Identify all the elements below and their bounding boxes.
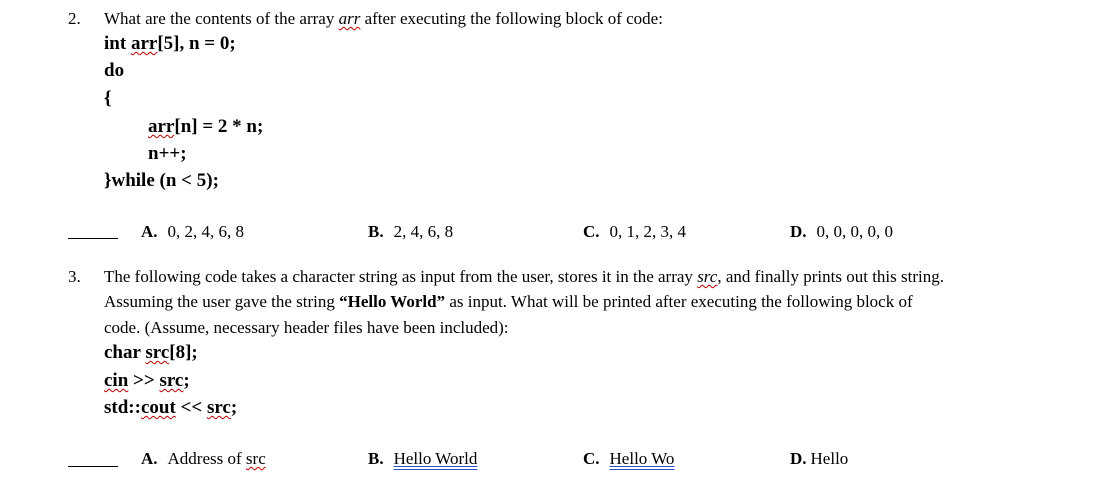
q2-option-a[interactable]	[141, 222, 244, 242]
code-rest: [5], n = 0;	[157, 33, 236, 54]
prompt-text: Assuming the user gave the string	[104, 292, 340, 311]
q3-code-line-3	[104, 398, 237, 418]
option-text-pre: Address of	[167, 449, 246, 468]
code-var: arr	[148, 116, 175, 137]
code-rest: ;	[183, 370, 190, 391]
answer-blank-q2[interactable]	[68, 238, 118, 239]
q3-option-d[interactable]	[790, 449, 848, 469]
question-2-number: 2.	[68, 9, 81, 28]
prompt-var: arr	[338, 9, 361, 28]
prompt-text: What are the contents of the array	[104, 9, 339, 28]
prompt-text: The following code takes a character string as input from the user, stores it in the array	[104, 267, 698, 286]
code-var: arr	[130, 33, 158, 54]
option-text: Hello Wo	[609, 449, 675, 468]
answer-blank-q3[interactable]	[68, 466, 118, 467]
code-var: src	[206, 397, 231, 418]
code-line-6: }while (n < 5);	[104, 170, 219, 191]
option-text	[168, 449, 266, 468]
prompt-text-end: , and finally prints out this string.	[717, 267, 944, 286]
code-keyword: cin	[104, 370, 129, 391]
option-letter: A.	[141, 222, 158, 241]
code-rest: ;	[230, 397, 238, 418]
option-text: 2, 4, 6, 8	[393, 222, 454, 241]
option-letter: A.	[141, 449, 158, 468]
option-var: src	[245, 449, 266, 468]
code-line-1	[104, 34, 236, 54]
q3-option-c[interactable]	[583, 449, 674, 469]
option-text: 0, 0, 0, 0, 0	[816, 222, 894, 241]
prompt-text-end: as input. What will be printed after executing the following block of	[445, 292, 913, 311]
code-rest: [8];	[169, 342, 198, 363]
option-letter: D.	[790, 222, 807, 241]
code-line-2: do	[104, 60, 125, 81]
question-3-line-2	[104, 292, 913, 312]
option-letter: B.	[368, 222, 384, 241]
code-keyword: int	[104, 33, 131, 54]
code-var: src	[159, 370, 184, 391]
quoted-input: “Hello World”	[339, 292, 446, 311]
option-letter: C.	[583, 222, 600, 241]
q3-option-a[interactable]	[141, 449, 266, 469]
code-line-4	[148, 117, 263, 137]
prompt-text-end: after executing the following block of code:	[360, 9, 663, 28]
q2-option-c[interactable]	[583, 222, 686, 242]
code-op: <<	[175, 397, 207, 418]
code-line-3: {	[104, 88, 112, 109]
code-rest: [n] = 2 * n;	[174, 116, 264, 137]
code-line-5: n++;	[148, 143, 187, 164]
q3-code-line-2	[104, 371, 190, 391]
prompt-var: src	[697, 267, 718, 286]
q3-code-line-1	[104, 343, 198, 363]
option-text: Hello World	[393, 449, 478, 468]
option-letter: C.	[583, 449, 600, 468]
code-var: src	[145, 342, 170, 363]
question-3-line-1	[104, 267, 944, 287]
question-3-number: 3.	[68, 267, 81, 286]
option-letter: D.	[790, 449, 807, 468]
question-2-prompt	[104, 9, 663, 29]
code-namespace: std::	[104, 397, 141, 418]
option-text: Hello	[810, 449, 849, 468]
option-letter: B.	[368, 449, 384, 468]
code-keyword: char	[104, 342, 146, 363]
option-text: 0, 2, 4, 6, 8	[167, 222, 245, 241]
q2-option-b[interactable]	[368, 222, 453, 242]
code-op: >>	[128, 370, 160, 391]
option-text: 0, 1, 2, 3, 4	[609, 222, 687, 241]
q2-option-d[interactable]	[790, 222, 893, 242]
code-keyword: cout	[140, 397, 176, 418]
q3-option-b[interactable]	[368, 449, 477, 469]
question-3-line-3: code. (Assume, necessary header files have been included):	[104, 318, 509, 337]
